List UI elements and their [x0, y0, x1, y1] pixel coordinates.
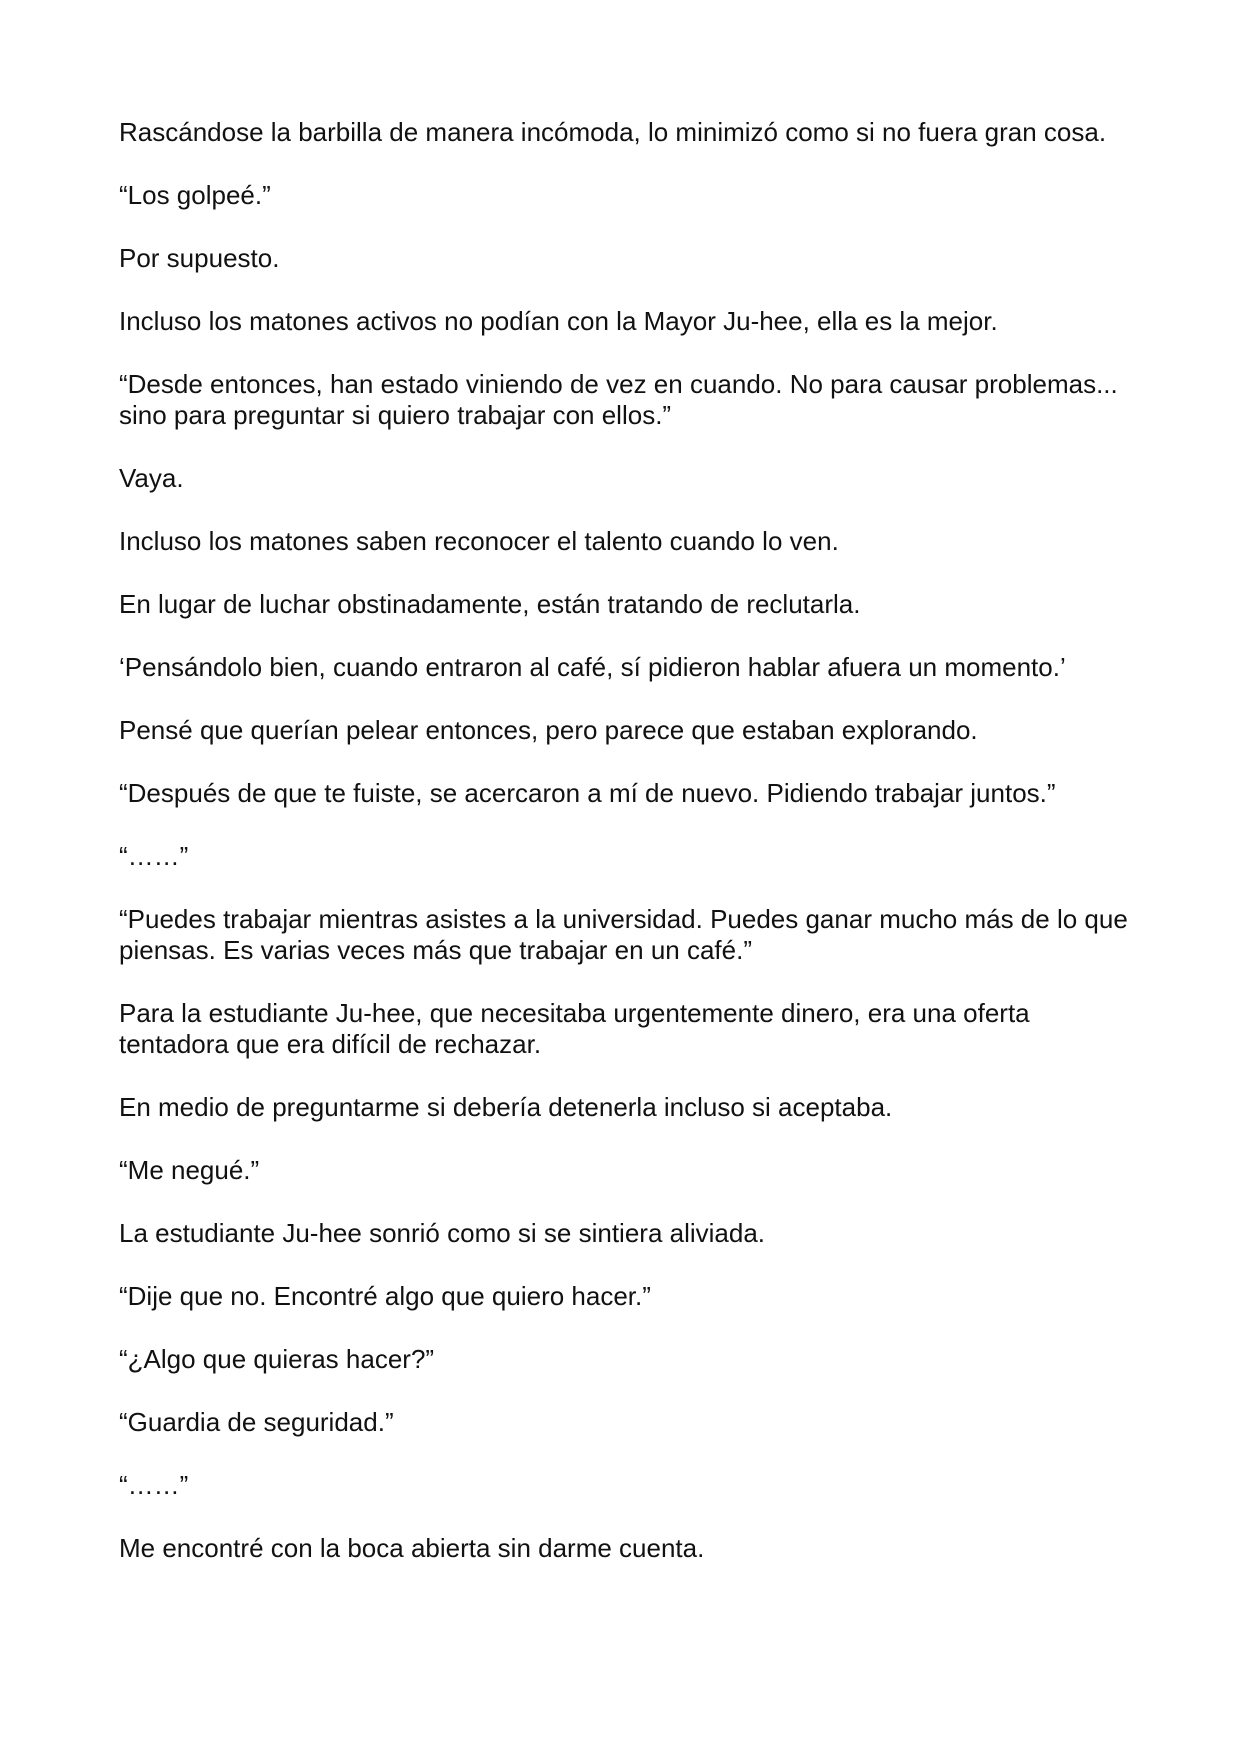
paragraph: “Me negué.” — [119, 1155, 260, 1185]
paragraph: “Dije que no. Encontré algo que quiero hacer.” — [119, 1281, 651, 1311]
paragraph: En medio de preguntarme si debería detenerla incluso si aceptaba. — [119, 1092, 893, 1122]
paragraph: Por supuesto. — [119, 243, 280, 273]
paragraph: “¿Algo que quieras hacer?” — [119, 1344, 435, 1374]
paragraph: Incluso los matones saben reconocer el talento cuando lo ven. — [119, 526, 839, 556]
paragraph: “……” — [119, 841, 189, 871]
paragraph: Vaya. — [119, 463, 184, 493]
paragraph: Incluso los matones activos no podían con la Mayor Ju-hee, ella es la mejor. — [119, 306, 998, 336]
document-body — [119, 117, 1129, 1596]
paragraph: “Desde entonces, han estado viniendo de vez en cuando. No para causar problemas... sino para preguntar si quiero trabajar con ellos.” — [119, 369, 1118, 430]
paragraph: “Los golpeé.” — [119, 180, 271, 210]
paragraph: La estudiante Ju-hee sonrió como si se sintiera aliviada. — [119, 1218, 766, 1248]
paragraph: “Guardia de seguridad.” — [119, 1407, 394, 1437]
paragraph: En lugar de luchar obstinadamente, están tratando de reclutarla. — [119, 589, 861, 619]
paragraph: Para la estudiante Ju-hee, que necesitaba urgentemente dinero, era una oferta tentadora que era difícil de rechazar. — [119, 998, 1030, 1059]
paragraph: Me encontré con la boca abierta sin darme cuenta. — [119, 1533, 705, 1563]
paragraph: “……” — [119, 1470, 189, 1500]
paragraph: Rascándose la barbilla de manera incómoda, lo minimizó como si no fuera gran cosa. — [119, 117, 1107, 147]
paragraph: Pensé que querían pelear entonces, pero parece que estaban explorando. — [119, 715, 978, 745]
paragraph: ‘Pensándolo bien, cuando entraron al café, sí pidieron hablar afuera un momento.’ — [119, 652, 1066, 682]
paragraph: “Puedes trabajar mientras asistes a la universidad. Puedes ganar mucho más de lo que piensas. Es varias veces más que trabajar en un café.” — [119, 904, 1128, 965]
paragraph: “Después de que te fuiste, se acercaron a mí de nuevo. Pidiendo trabajar juntos.” — [119, 778, 1056, 808]
